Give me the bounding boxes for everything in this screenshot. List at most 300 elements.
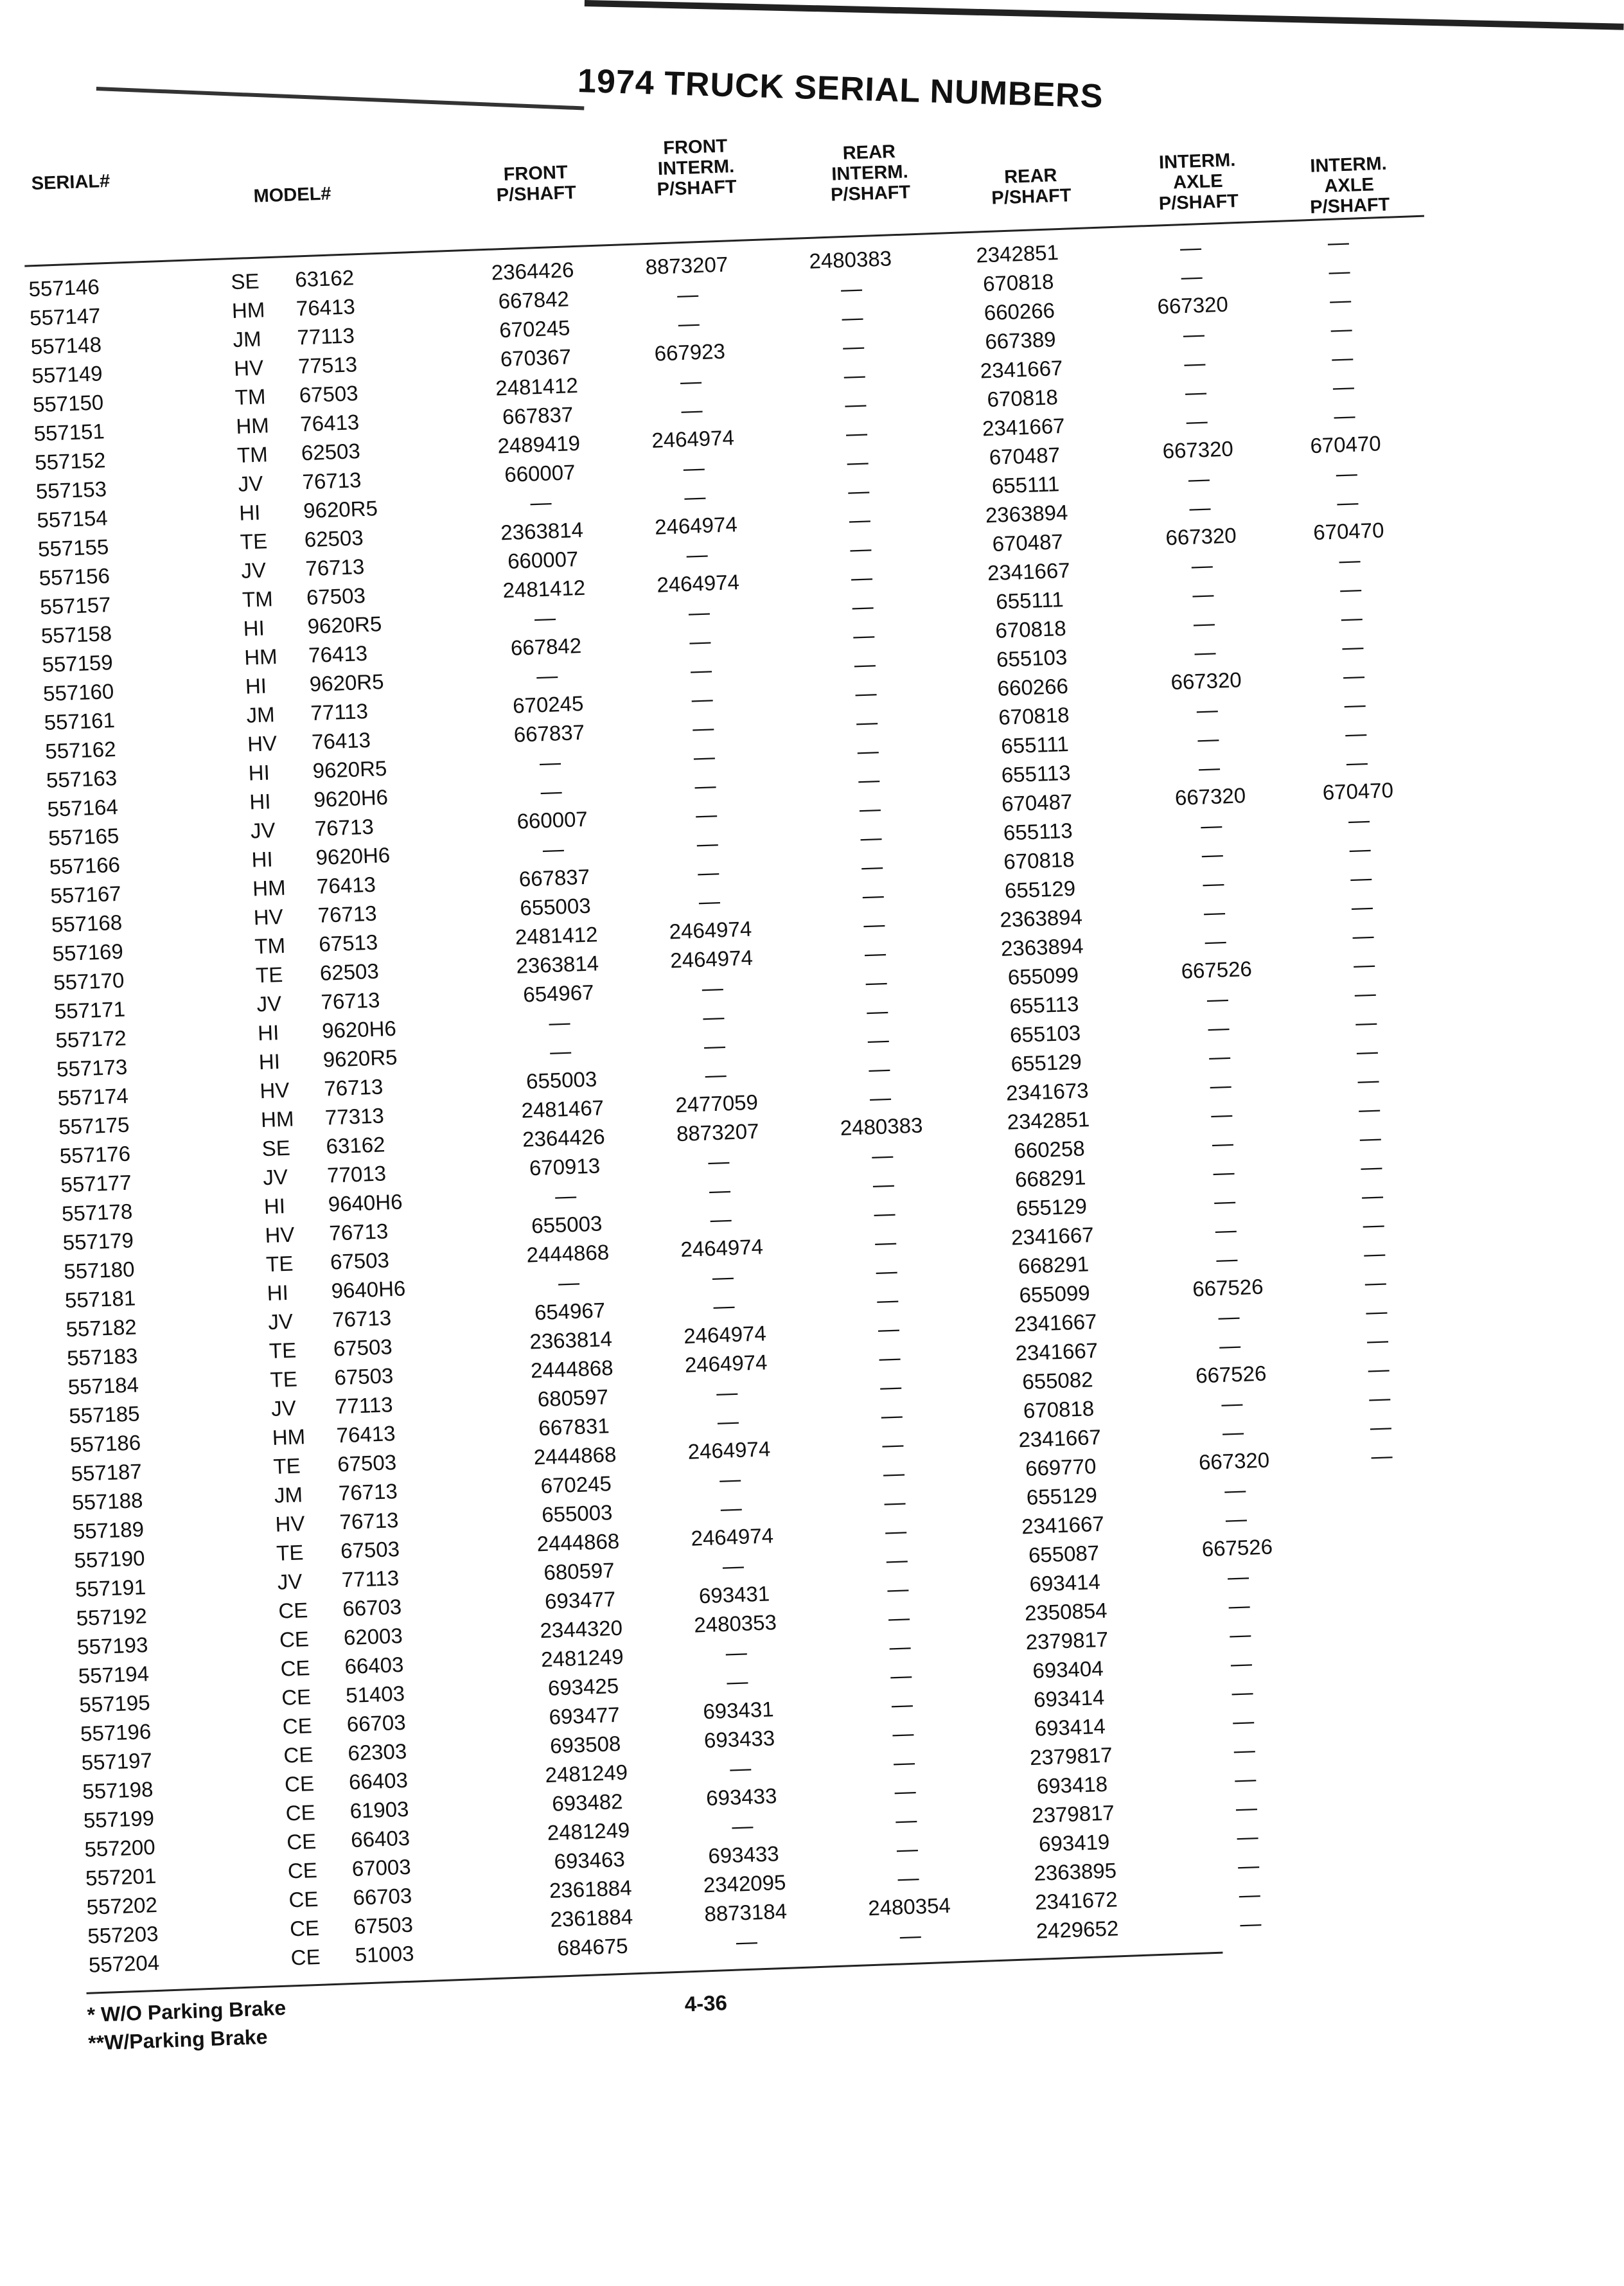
cell-front-pshaft: 693508 [549, 1731, 621, 1758]
cell-front-interm-pshaft: — [691, 686, 714, 711]
cell-model-number: 9620R5 [322, 1045, 398, 1072]
cell-model-number: 9620H6 [313, 784, 389, 812]
cell-model-number: 51003 [355, 1941, 415, 1967]
cell-rear-interm-pshaft: — [892, 1721, 915, 1746]
cell-serial: 557174 [57, 1083, 129, 1110]
cell-rear-pshaft: 2429652 [1036, 1916, 1119, 1943]
cell-front-pshaft: 654967 [522, 980, 595, 1007]
cell-front-interm-pshaft: 2464974 [669, 945, 754, 973]
cell-rear-pshaft: 2363894 [999, 905, 1083, 932]
cell-model-number: 76413 [299, 410, 360, 436]
cell-model-prefix: HI [251, 847, 274, 872]
cell-rear-interm-pshaft: — [861, 854, 883, 879]
cell-model-prefix: TM [234, 384, 267, 410]
cell-front-interm-pshaft: 2464974 [684, 1350, 768, 1377]
cell-model-prefix: HM [260, 1106, 295, 1132]
cell-front-interm-pshaft: — [694, 773, 717, 798]
cell-rear-pshaft: 655103 [996, 644, 1068, 671]
cell-rear-interm-pshaft: — [879, 1374, 902, 1399]
cell-model-number: 67503 [340, 1537, 400, 1563]
cell-front-interm-pshaft: 2464974 [680, 1234, 764, 1262]
cell-serial: 557146 [28, 274, 100, 301]
header-front-interm-pshaft: FRONT INTERM. P/SHAFT [657, 136, 737, 200]
cell-model-number: 77013 [326, 1161, 387, 1187]
cell-interm-axle-pshaft-1: — [1225, 1506, 1248, 1531]
cell-interm-axle-pshaft-1: — [1193, 610, 1215, 635]
cell-front-pshaft: — [536, 663, 558, 688]
cell-front-pshaft: 667831 [538, 1413, 610, 1440]
cell-rear-pshaft: 655111 [991, 472, 1060, 498]
cell-interm-axle-pshaft-1: — [1237, 1853, 1260, 1878]
cell-serial: 557176 [59, 1141, 131, 1168]
cell-rear-pshaft: 2341667 [1011, 1223, 1095, 1250]
cell-front-pshaft: — [542, 837, 565, 862]
cell-model-number: 9620H6 [321, 1016, 397, 1043]
cell-rear-interm-pshaft: — [878, 1345, 901, 1370]
cell-model-number: 76413 [336, 1421, 396, 1448]
cell-interm-axle-pshaft-1: — [1179, 235, 1202, 260]
cell-serial: 557172 [55, 1025, 127, 1052]
cell-front-pshaft: 2481249 [540, 1644, 624, 1672]
cell-rear-interm-pshaft: — [863, 912, 885, 937]
cell-rear-interm-pshaft: — [841, 305, 864, 330]
cell-serial: 557197 [81, 1748, 153, 1775]
cell-rear-pshaft: 670818 [986, 385, 1059, 412]
cell-interm-axle-pshaft-2: — [1370, 1443, 1393, 1468]
cell-serial: 557155 [37, 535, 109, 562]
cell-model-prefix: HM [243, 644, 278, 669]
cell-model-prefix: TE [269, 1367, 298, 1392]
cell-rear-pshaft: 2341667 [980, 355, 1063, 383]
cell-rear-pshaft: 655111 [995, 587, 1064, 614]
cell-serial: 557178 [61, 1199, 133, 1226]
cell-model-number: 76713 [320, 988, 380, 1014]
cell-model-number: 76713 [317, 901, 378, 927]
cell-model-prefix: TE [269, 1338, 297, 1363]
cell-interm-axle-pshaft-1: — [1206, 986, 1229, 1011]
cell-front-pshaft: 660007 [507, 547, 579, 573]
cell-rear-interm-pshaft: — [849, 536, 872, 561]
cell-model-prefix: HI [238, 500, 261, 525]
cell-rear-interm-pshaft: — [847, 478, 870, 503]
cell-rear-pshaft: 2379817 [1029, 1742, 1113, 1770]
cell-model-prefix: HV [259, 1077, 290, 1103]
cell-rear-pshaft: 660266 [984, 298, 1055, 325]
cell-rear-pshaft: 655129 [1026, 1483, 1098, 1510]
cell-model-number: 9640H6 [331, 1276, 406, 1303]
cell-interm-axle-pshaft-2: — [1361, 1183, 1384, 1209]
cell-model-number: 77113 [296, 323, 355, 350]
cell-rear-pshaft: 670487 [1001, 789, 1073, 816]
cell-rear-pshaft: 655103 [1009, 1020, 1081, 1047]
cell-front-interm-pshaft: — [680, 369, 702, 394]
cell-rear-pshaft: 693414 [1028, 1570, 1101, 1596]
cell-rear-interm-pshaft: — [897, 1865, 920, 1890]
cell-model-number: 66703 [342, 1594, 402, 1621]
cell-interm-axle-pshaft-2: — [1365, 1298, 1388, 1324]
cell-rear-pshaft: 2379817 [1025, 1627, 1109, 1654]
cell-front-pshaft: 2361884 [549, 1904, 633, 1931]
cell-interm-axle-pshaft-1: — [1212, 1131, 1234, 1156]
cell-model-prefix: CE [280, 1656, 311, 1681]
cell-front-interm-pshaft: 2464974 [654, 512, 738, 539]
cell-rear-pshaft: 655111 [1000, 731, 1070, 758]
header-interm-axle-pshaft-2: INTERM. AXLE P/SHAFT [1309, 153, 1390, 218]
cell-front-pshaft: 2481467 [520, 1095, 605, 1122]
cell-rear-interm-pshaft: — [844, 391, 867, 417]
cell-rear-interm-pshaft: — [851, 594, 874, 619]
cell-interm-axle-pshaft-1: — [1239, 1911, 1262, 1936]
cell-front-interm-pshaft: — [696, 831, 719, 856]
cell-model-prefix: HM [252, 875, 287, 901]
cell-model-number: 76713 [314, 814, 375, 840]
cell-model-number: 51403 [345, 1681, 405, 1708]
cell-model-prefix: CE [279, 1627, 310, 1652]
cell-model-prefix: HI [258, 1049, 281, 1074]
cell-rear-pshaft: 667389 [984, 327, 1057, 354]
cell-rear-interm-pshaft: — [864, 941, 887, 966]
cell-front-interm-pshaft: — [731, 1813, 754, 1838]
cell-front-pshaft: 667842 [498, 287, 570, 314]
cell-model-prefix: CE [281, 1685, 312, 1710]
cell-interm-axle-pshaft-1: 667320 [1198, 1448, 1270, 1475]
cell-rear-interm-pshaft: — [881, 1431, 904, 1457]
cell-model-prefix: JV [267, 1309, 294, 1334]
cell-front-pshaft: 2481412 [495, 373, 579, 400]
cell-front-interm-pshaft: 2464974 [669, 916, 752, 944]
cell-front-interm-pshaft: — [709, 1178, 731, 1203]
cell-interm-axle-pshaft-1: — [1192, 581, 1214, 607]
cell-front-pshaft: — [548, 1009, 571, 1035]
cell-interm-axle-pshaft-2: — [1336, 461, 1358, 486]
cell-rear-interm-pshaft: — [883, 1460, 905, 1485]
cell-front-pshaft: 2363814 [500, 517, 584, 545]
cell-front-pshaft: 2489419 [497, 430, 581, 458]
cell-serial: 557170 [53, 968, 125, 995]
cell-front-interm-pshaft: 2464974 [651, 425, 735, 452]
cell-model-number: 67513 [318, 930, 378, 956]
cell-model-prefix: HM [235, 413, 270, 438]
cell-interm-axle-pshaft-1: — [1222, 1419, 1244, 1445]
cell-serial: 557173 [56, 1054, 128, 1081]
cell-model-number: 62503 [301, 439, 361, 465]
cell-model-number: 61903 [349, 1796, 410, 1823]
cell-front-interm-pshaft: — [689, 628, 712, 653]
cell-interm-axle-pshaft-2: 670470 [1309, 431, 1382, 458]
cell-interm-axle-pshaft-2: — [1364, 1270, 1387, 1295]
cell-rear-pshaft: 693419 [1038, 1829, 1110, 1856]
cell-interm-axle-pshaft-1: — [1234, 1766, 1257, 1791]
cell-interm-axle-pshaft-1: — [1183, 350, 1206, 376]
cell-front-pshaft: 2364426 [522, 1124, 606, 1151]
cell-rear-pshaft: 655099 [1007, 962, 1079, 989]
cell-rear-interm-pshaft: — [846, 449, 869, 474]
cell-model-prefix: SE [230, 269, 260, 294]
cell-front-interm-pshaft: 667923 [654, 339, 726, 366]
cell-model-number: 76413 [316, 872, 376, 898]
cell-front-pshaft: — [534, 605, 556, 630]
cell-interm-axle-pshaft-1: — [1188, 495, 1212, 520]
cell-rear-interm-pshaft: — [854, 680, 878, 705]
cell-interm-axle-pshaft-1: — [1230, 1651, 1253, 1676]
cell-serial: 557161 [44, 708, 116, 734]
cell-interm-axle-pshaft-1: 667320 [1170, 668, 1242, 695]
cell-rear-interm-pshaft: — [888, 1634, 912, 1659]
cell-serial: 557186 [69, 1430, 141, 1457]
cell-model-number: 9640H6 [328, 1189, 403, 1216]
cell-rear-pshaft: 655099 [1018, 1280, 1091, 1307]
cell-rear-pshaft: 2363894 [985, 500, 1068, 527]
cell-interm-axle-pshaft-1: — [1204, 928, 1227, 953]
cell-interm-axle-pshaft-1: — [1196, 697, 1219, 722]
cell-front-pshaft: 670913 [529, 1153, 601, 1180]
cell-front-pshaft: 670245 [499, 315, 571, 342]
cell-rear-pshaft: 670818 [982, 269, 1054, 296]
cell-interm-axle-pshaft-2: — [1330, 316, 1353, 341]
cell-front-interm-pshaft: — [704, 1062, 727, 1087]
cell-rear-interm-pshaft: — [852, 623, 875, 648]
cell-rear-interm-pshaft: — [845, 420, 868, 446]
cell-serial: 557194 [78, 1661, 150, 1688]
cell-front-pshaft: 2344320 [539, 1615, 623, 1643]
cell-model-prefix: HI [243, 616, 265, 641]
cell-rear-interm-pshaft: — [862, 883, 885, 908]
header-front-pshaft: FRONT P/SHAFT [496, 162, 577, 206]
cell-front-pshaft: — [529, 490, 552, 515]
cell-front-pshaft: 655003 [531, 1211, 603, 1238]
cell-interm-axle-pshaft-1: — [1209, 1073, 1232, 1098]
cell-interm-axle-pshaft-2: — [1368, 1385, 1391, 1410]
cell-model-number: 76713 [331, 1306, 392, 1332]
cell-interm-axle-pshaft-1: — [1232, 1708, 1255, 1733]
cell-rear-interm-pshaft: — [888, 1605, 910, 1630]
cell-rear-pshaft: 670818 [1023, 1396, 1095, 1423]
cell-serial: 557159 [41, 650, 114, 677]
cell-front-interm-pshaft: 2464974 [656, 570, 740, 597]
cell-rear-interm-pshaft: — [842, 333, 865, 359]
cell-serial: 557196 [80, 1719, 152, 1746]
cell-serial: 557151 [33, 419, 105, 446]
cell-rear-pshaft: 2341667 [1021, 1511, 1105, 1539]
cell-model-prefix: JV [240, 558, 267, 583]
cell-serial: 557183 [66, 1343, 138, 1370]
cell-front-pshaft: 680597 [537, 1385, 609, 1412]
cell-model-prefix: JV [270, 1396, 297, 1421]
cell-front-pshaft: 670245 [512, 691, 584, 718]
cell-model-number: 62003 [343, 1623, 403, 1650]
cell-model-prefix: TE [240, 529, 268, 554]
cell-interm-axle-pshaft-2: — [1338, 547, 1361, 572]
cell-model-prefix: TE [272, 1453, 301, 1478]
cell-rear-pshaft: 670487 [992, 529, 1064, 556]
cell-front-pshaft: 693477 [544, 1587, 616, 1613]
cell-front-pshaft: 667842 [510, 633, 582, 660]
cell-front-interm-pshaft: — [717, 1409, 739, 1434]
cell-front-interm-pshaft: — [720, 1495, 743, 1521]
cell-front-interm-pshaft: 2477059 [675, 1090, 759, 1117]
cell-rear-pshaft: 668291 [1014, 1165, 1086, 1192]
cell-front-interm-pshaft: — [702, 1004, 725, 1029]
cell-rear-pshaft: 670487 [989, 443, 1061, 470]
cell-model-prefix: TE [265, 1251, 294, 1277]
cell-serial: 557180 [63, 1257, 136, 1284]
cell-front-pshaft: 2363814 [529, 1326, 613, 1354]
cell-serial: 557175 [58, 1112, 130, 1139]
cell-rear-pshaft: 2379817 [1031, 1800, 1115, 1828]
cell-interm-axle-pshaft-1: — [1239, 1882, 1261, 1907]
cell-model-prefix: CE [290, 1944, 321, 1970]
cell-front-interm-pshaft: 2464974 [687, 1437, 771, 1464]
cell-serial: 557188 [71, 1488, 143, 1515]
cell-rear-interm-pshaft: — [881, 1403, 903, 1428]
cell-rear-interm-pshaft: — [856, 709, 878, 734]
cell-front-interm-pshaft: 693433 [705, 1784, 777, 1811]
cell-front-interm-pshaft: — [716, 1380, 738, 1405]
cell-model-number: 67503 [337, 1450, 397, 1476]
cell-rear-pshaft: 2341667 [1018, 1424, 1102, 1452]
cell-interm-axle-pshaft-1: 667320 [1162, 436, 1234, 463]
cell-front-pshaft: 2481249 [544, 1760, 628, 1787]
cell-front-interm-pshaft: 8873207 [645, 252, 728, 279]
cell-model-prefix: CE [278, 1598, 308, 1623]
cell-front-interm-pshaft: — [678, 311, 700, 336]
cell-serial: 557147 [29, 303, 101, 330]
cell-interm-axle-pshaft-2: — [1370, 1414, 1392, 1439]
cell-serial: 557166 [49, 852, 121, 879]
cell-serial: 557167 [49, 881, 122, 908]
cell-interm-axle-pshaft-1: — [1185, 379, 1207, 405]
cell-rear-pshaft: 655087 [1028, 1541, 1100, 1567]
cell-front-pshaft: 2363814 [515, 951, 599, 978]
cell-rear-pshaft: 2341672 [1034, 1887, 1118, 1914]
cell-serial: 557192 [75, 1604, 148, 1631]
cell-interm-axle-pshaft-2: — [1341, 605, 1363, 630]
cell-model-prefix: HM [272, 1424, 306, 1449]
cell-interm-axle-pshaft-1: — [1215, 1246, 1238, 1271]
cell-front-pshaft: — [549, 1038, 572, 1064]
cell-model-prefix: HI [257, 1020, 279, 1045]
cell-rear-pshaft: 655113 [1003, 818, 1073, 845]
cell-rear-interm-pshaft: — [874, 1230, 897, 1255]
cell-front-interm-pshaft: — [722, 1553, 745, 1579]
cell-model-number: 66403 [350, 1825, 410, 1852]
cell-serial: 557150 [32, 390, 104, 417]
footnotes [87, 1994, 287, 2057]
cell-interm-axle-pshaft-2: — [1339, 576, 1362, 601]
cell-interm-axle-pshaft-2: — [1360, 1154, 1382, 1180]
footnote-without-parking-brake: * W/O Parking Brake [87, 1996, 287, 2026]
footnote-with-parking-brake: **W/Parking Brake [87, 2025, 269, 2055]
cell-model-prefix: HV [233, 355, 264, 381]
cell-serial: 557187 [70, 1459, 143, 1486]
cell-interm-axle-pshaft-1: — [1200, 813, 1222, 838]
cell-serial: 557185 [68, 1401, 141, 1428]
cell-interm-axle-pshaft-2: 670470 [1322, 777, 1394, 804]
cell-rear-interm-pshaft: — [885, 1518, 907, 1543]
cell-rear-interm-pshaft: 2480354 [867, 1893, 951, 1920]
cell-model-prefix: HI [263, 1194, 286, 1219]
cell-model-number: 77113 [310, 698, 369, 725]
cell-interm-axle-pshaft-1: — [1194, 639, 1217, 664]
cell-rear-pshaft: 2341667 [987, 558, 1071, 585]
cell-front-interm-pshaft: 2480353 [693, 1610, 777, 1637]
cell-model-number: 76413 [311, 727, 371, 754]
cell-interm-axle-pshaft-1: 667320 [1156, 292, 1229, 319]
cell-interm-axle-pshaft-2: 670470 [1312, 518, 1385, 545]
cell-front-interm-pshaft: — [693, 744, 716, 769]
cell-rear-pshaft: 2363894 [1000, 934, 1084, 961]
cell-front-pshaft: 693482 [551, 1789, 624, 1816]
cell-front-pshaft: — [539, 750, 561, 775]
cell-model-number: 67503 [353, 1912, 414, 1938]
cell-interm-axle-pshaft-2: — [1358, 1096, 1381, 1122]
cell-interm-axle-pshaft-2: — [1336, 490, 1359, 515]
cell-front-interm-pshaft: 8873207 [676, 1119, 760, 1146]
cell-serial: 557190 [73, 1546, 146, 1573]
cell-model-prefix: CE [286, 1829, 317, 1854]
cell-interm-axle-pshaft-2: — [1357, 1068, 1380, 1093]
cell-model-prefix: JM [274, 1482, 303, 1507]
cell-interm-axle-pshaft-2: — [1348, 837, 1372, 862]
cell-rear-interm-pshaft: — [875, 1259, 898, 1284]
cell-model-prefix: HV [264, 1222, 296, 1248]
cell-interm-axle-pshaft-1: — [1197, 726, 1219, 751]
cell-model-prefix: HM [231, 297, 265, 323]
cell-front-pshaft: 693463 [553, 1847, 626, 1874]
cell-front-pshaft: 660007 [516, 806, 588, 833]
cell-model-number: 76413 [296, 294, 356, 321]
cell-model-prefix: SE [261, 1135, 291, 1161]
cell-rear-pshaft: 2342851 [975, 240, 1059, 267]
cell-interm-axle-pshaft-2: — [1343, 663, 1365, 688]
cell-serial: 557193 [76, 1633, 148, 1660]
cell-front-pshaft: 667837 [502, 402, 574, 429]
header-rear-interm-pshaft: REAR INTERM. P/SHAFT [830, 141, 911, 206]
cell-interm-axle-pshaft-2: — [1328, 258, 1351, 283]
cell-interm-axle-pshaft-2: — [1356, 1039, 1379, 1064]
cell-front-interm-pshaft: 693433 [703, 1726, 775, 1753]
cell-rear-interm-pshaft: — [859, 796, 881, 821]
cell-model-prefix: JV [250, 818, 276, 843]
cell-front-interm-pshaft: — [712, 1264, 734, 1289]
cell-serial: 557200 [84, 1834, 156, 1861]
cell-serial: 557163 [46, 765, 118, 792]
cell-interm-axle-pshaft-1: — [1210, 1102, 1233, 1127]
cell-serial: 557203 [87, 1921, 159, 1948]
cell-model-number: 62503 [304, 526, 364, 552]
cell-rear-interm-pshaft: 2480383 [808, 246, 892, 273]
page-title: 1974 TRUCK SERIAL NUMBERS [577, 62, 1104, 116]
cell-serial: 557162 [44, 737, 117, 763]
cell-interm-axle-pshaft-1: — [1221, 1390, 1243, 1416]
cell-front-interm-pshaft: 693431 [702, 1697, 775, 1724]
cell-front-interm-pshaft: 693433 [707, 1841, 780, 1868]
cell-model-number: 67503 [330, 1248, 390, 1274]
cell-serial: 557189 [73, 1517, 145, 1544]
cell-model-number: 76713 [339, 1508, 399, 1534]
cell-interm-axle-pshaft-2: — [1353, 952, 1375, 977]
cell-interm-axle-pshaft-1: — [1235, 1795, 1258, 1820]
cell-front-interm-pshaft: — [680, 398, 703, 423]
cell-front-interm-pshaft: — [690, 657, 712, 682]
cell-model-prefix: TM [254, 933, 286, 959]
cell-rear-interm-pshaft: — [840, 276, 863, 301]
cell-rear-interm-pshaft: — [866, 998, 888, 1023]
cell-model-prefix: CE [284, 1771, 315, 1796]
cell-front-pshaft: 2481412 [502, 575, 586, 603]
cell-interm-axle-pshaft-2: — [1367, 1356, 1390, 1381]
cell-serial: 557158 [40, 621, 112, 648]
